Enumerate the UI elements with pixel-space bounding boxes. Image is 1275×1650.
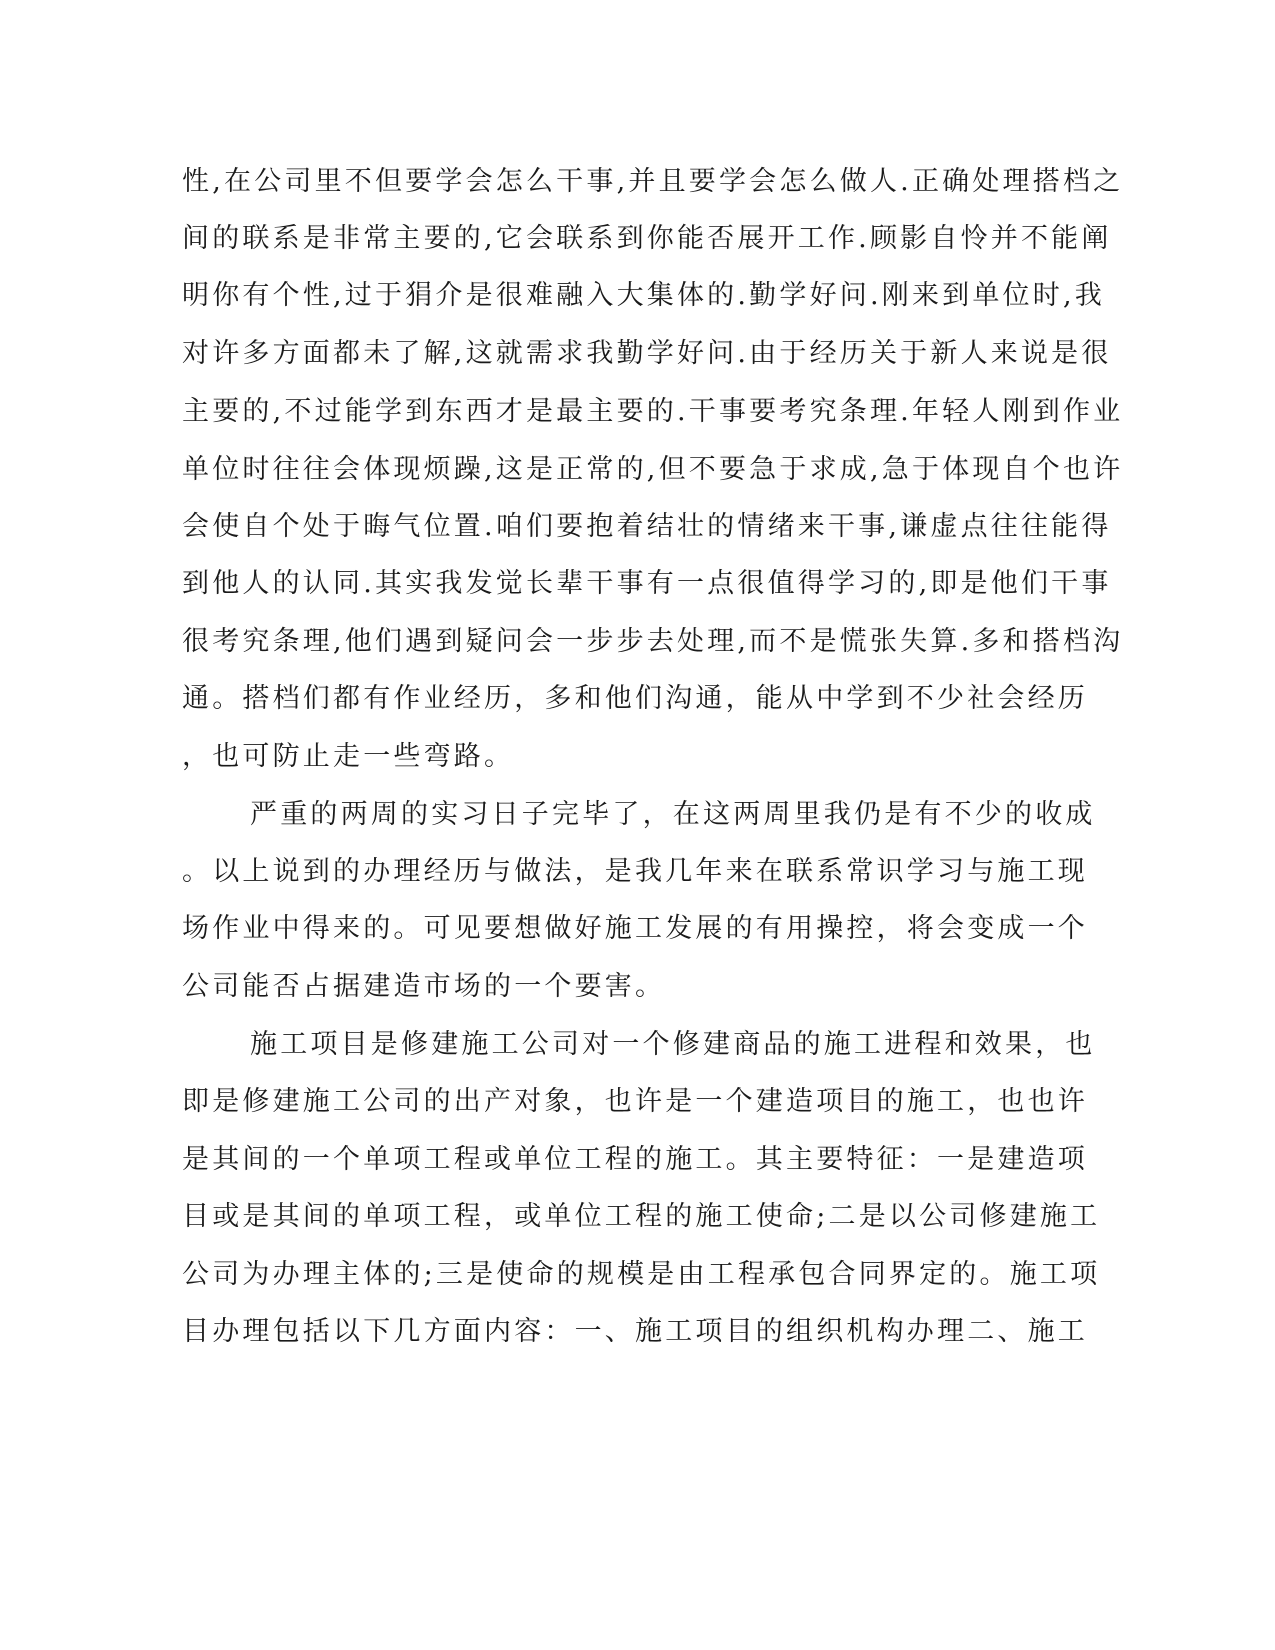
- text-line: 场作业中得来的。可见要想做好施工发展的有用操控，将会变成一个: [182, 913, 1088, 944]
- text-line: 主要的,不过能学到东西才是最主要的.干事要考究条理.年轻人刚到作业: [182, 396, 1124, 427]
- text-line: 单位时往往会体现烦躁,这是正常的,但不要急于求成,急于体现自个也许: [182, 454, 1124, 485]
- text-line: 即是修建施工公司的出产对象，也许是一个建造项目的施工，也也许: [182, 1086, 1088, 1117]
- text-line: 公司为办理主体的;三是使命的规模是由工程承包合同界定的。施工项: [182, 1259, 1101, 1290]
- text-line: 很考究条理,他们遇到疑问会一步步去处理,而不是慌张失算.多和搭档沟: [182, 626, 1124, 657]
- text-line: 公司能否占据建造市场的一个要害。: [182, 971, 666, 1002]
- text-line: 目或是其间的单项工程，或单位工程的施工使命;二是以公司修建施工: [182, 1201, 1101, 1232]
- paragraph-start-line: 严重的两周的实习日子完毕了，在这两周里我仍是有不少的收成: [250, 799, 1096, 830]
- text-line: 到他人的认同.其实我发觉长辈干事有一点很值得学习的,即是他们干事: [182, 568, 1112, 599]
- text-line: 是其间的一个单项工程或单位工程的施工。其主要特征：一是建造项: [182, 1144, 1088, 1175]
- text-line: 目办理包括以下几方面内容：一、施工项目的组织机构办理二、施工: [182, 1316, 1088, 1347]
- text-line: 对许多方面都未了解,这就需求我勤学好问.由于经历关于新人来说是很: [182, 338, 1112, 369]
- text-line: ，也可防止走一些弯路。: [182, 741, 515, 772]
- text-line: 。以上说到的办理经历与做法，是我几年来在联系常识学习与施工现: [182, 856, 1088, 887]
- text-line: 通。搭档们都有作业经历，多和他们沟通，能从中学到不少社会经历: [182, 683, 1088, 714]
- paragraph-start-line: 施工项目是修建施工公司对一个修建商品的施工进程和效果，也: [250, 1029, 1096, 1060]
- text-line: 性,在公司里不但要学会怎么干事,并且要学会怎么做人.正确处理搭档之: [182, 166, 1124, 197]
- text-line: 间的联系是非常主要的,它会联系到你能否展开工作.顾影自怜并不能阐: [182, 223, 1112, 254]
- text-line: 明你有个性,过于狷介是很难融入大集体的.勤学好问.刚来到单位时,我: [182, 280, 1105, 311]
- text-line: 会使自个处于晦气位置.咱们要抱着结壮的情绪来干事,谦虚点往往能得: [182, 511, 1112, 542]
